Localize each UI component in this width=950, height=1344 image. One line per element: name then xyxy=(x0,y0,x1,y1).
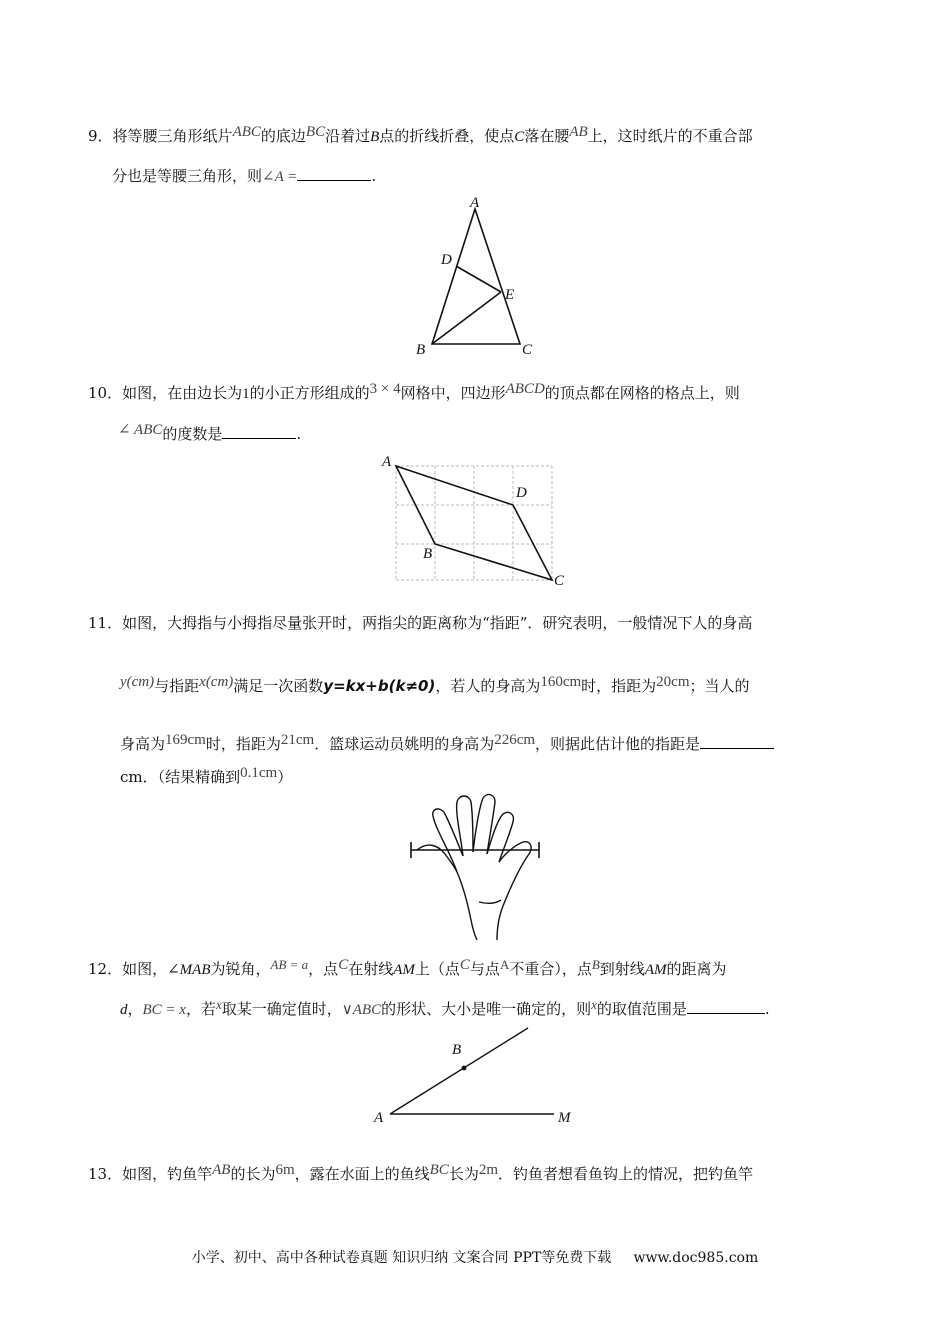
q11-text: ，若人的身高为 xyxy=(435,677,541,695)
q11-number: 11． xyxy=(88,614,123,632)
q9-text: 点的折线折叠，使点 xyxy=(379,127,515,145)
q10-label-c: C xyxy=(554,573,565,589)
q9-label-b: B xyxy=(416,342,426,358)
q11-text: 如图，大拇指与小拇指尽量张开时，两指尖的距离称为“指距”．研究表明，一般情况下人的身高 xyxy=(122,614,753,632)
q9-segment-be xyxy=(432,292,501,344)
q12-line-2 xyxy=(120,999,770,1018)
q13-text: 长为 xyxy=(448,1165,479,1183)
q12-bc-x: BC = x xyxy=(142,1002,186,1018)
q11-text: 时，指距为 xyxy=(581,677,657,695)
q12-text: ，点 xyxy=(308,960,339,978)
q9-text: 上，这时纸片的不重合部 xyxy=(587,127,753,145)
q13-text: ．钓鱼者想看鱼钩上的情况，把钓鱼竿 xyxy=(498,1165,754,1183)
q12-text: 取某一确定值时， xyxy=(221,1000,342,1018)
q11-text: cm．（结果精确到 xyxy=(120,768,241,786)
q11-span-2: 21cm xyxy=(280,732,315,748)
q9-label-e: E xyxy=(505,287,515,303)
q10-text: 网格中，四边形 xyxy=(400,384,506,402)
q9-bc: BC xyxy=(305,124,326,140)
q10-answer-blank[interactable] xyxy=(222,424,296,439)
q9-text: . xyxy=(371,167,377,185)
q11-text: ；当人的 xyxy=(689,677,750,695)
q11-height-1: 160cm xyxy=(540,674,582,690)
q9-c: C xyxy=(514,129,525,145)
q11-text: 身高为 xyxy=(120,735,166,753)
q13-line-1 xyxy=(88,1162,754,1183)
q10-label-b: B xyxy=(423,546,433,562)
q11-precision: 0.1cm xyxy=(240,765,278,781)
q12-a: A xyxy=(499,957,510,972)
q13-number: 13． xyxy=(88,1165,123,1183)
q12-number: 12． xyxy=(88,960,123,978)
q13-text: ，露在水面上的鱼线 xyxy=(294,1165,430,1183)
q10-grid xyxy=(396,466,552,580)
hand-icon xyxy=(417,795,531,940)
q12-text: 的形状、大小是唯一确定的，则 xyxy=(381,1000,592,1018)
footer-site[interactable]: www.doc985.com xyxy=(633,1250,759,1266)
q12-text: ， xyxy=(127,1000,143,1018)
q12-d: d xyxy=(120,1002,128,1018)
q9-text: 将等腰三角形纸片 xyxy=(112,127,233,145)
q12-ray-ab xyxy=(390,1028,528,1114)
q12-text: 的距离为 xyxy=(666,960,727,978)
q12-answer-blank[interactable] xyxy=(687,999,765,1014)
q10-grid-size: 3 × 4 xyxy=(369,381,401,397)
q12-c-2: C xyxy=(459,957,470,973)
q9-ab: AB xyxy=(569,124,588,140)
q12-text: 如图， xyxy=(122,960,168,978)
q9-number: 9． xyxy=(88,127,113,145)
q10-number: 10． xyxy=(88,384,123,402)
q11-x-cm: x(cm) xyxy=(199,674,234,690)
q13-ab: AB xyxy=(212,1162,231,1178)
q9-text: 的底边 xyxy=(260,127,306,145)
q11-text: ．篮球运动员姚明的身高为 xyxy=(314,735,495,753)
q12-c: C xyxy=(338,957,349,973)
q9-b: B xyxy=(370,129,380,145)
q10-line-2 xyxy=(118,424,301,443)
q11-formula: y=kx+b(k≠0) xyxy=(323,677,436,695)
q12-x: x xyxy=(215,997,222,1012)
q12-text: 的取值范围是 xyxy=(596,1000,687,1018)
q12-am-2: AM xyxy=(644,962,667,978)
q11-text: ，则据此估计他的指距是 xyxy=(535,735,701,753)
q12-text: 到射线 xyxy=(599,960,645,978)
q12-label-m: M xyxy=(558,1110,571,1126)
q10-abcd: ABCD xyxy=(505,381,545,397)
q13-text: 的长为 xyxy=(230,1165,276,1183)
q9-triangle-abc xyxy=(432,209,520,344)
q9-text: 落在腰 xyxy=(524,127,570,145)
q12-point-b xyxy=(462,1066,467,1071)
q9-text: 沿着过 xyxy=(325,127,371,145)
q10-one: 1 xyxy=(242,386,250,402)
q12-line-1 xyxy=(88,957,727,978)
q12-text: 在射线 xyxy=(348,960,394,978)
q13-length-bc: 2m xyxy=(478,1162,498,1178)
q10-line-1 xyxy=(88,381,740,402)
q12-label-b: B xyxy=(452,1042,462,1058)
q11-text: 与指距 xyxy=(154,677,200,695)
q12-text: 不重合），点 xyxy=(509,960,592,978)
q11-span-1: 20cm xyxy=(656,674,690,690)
q10-text: 的顶点都在网格的格点上，则 xyxy=(544,384,740,402)
q9-abc: ABC xyxy=(232,124,261,140)
q11-line-2 xyxy=(120,674,750,695)
q11-text: 满足一次函数 xyxy=(233,677,324,695)
q11-hand-figure xyxy=(405,790,545,940)
q11-line-4 xyxy=(120,765,293,786)
q9-label-d: D xyxy=(441,252,452,268)
q10-label-a: A xyxy=(382,454,392,470)
q11-y-cm: y(cm) xyxy=(120,674,155,690)
q10-text: 如图，在由边长为 xyxy=(122,384,243,402)
q12-am: AM xyxy=(393,962,415,978)
q9-answer-blank[interactable] xyxy=(297,166,371,181)
q12-label-a: A xyxy=(374,1110,384,1126)
q10-grid-figure xyxy=(376,450,576,590)
q9-label-a: A xyxy=(470,195,480,211)
q12-text: 与点 xyxy=(469,960,500,978)
q12-x-2: x xyxy=(591,997,597,1012)
q12-triangle-abc: ∨ABC xyxy=(341,1002,382,1018)
q10-text: 的度数是 xyxy=(162,425,223,443)
q11-height-3: 226cm xyxy=(494,732,536,748)
q12-b: B xyxy=(591,957,600,972)
q11-text: ） xyxy=(277,768,293,786)
q12-text: . xyxy=(764,1000,770,1018)
q12-angle-mab: ∠MAB xyxy=(167,962,211,978)
q9-segment-de xyxy=(456,266,501,292)
q13-bc: BC xyxy=(429,1162,449,1178)
page-footer xyxy=(0,1247,950,1267)
q9-triangle-figure xyxy=(410,192,540,360)
q12-text: 为锐角， xyxy=(210,960,271,978)
q9-line-1 xyxy=(88,124,753,145)
footer-text: 小学、初中、高中各种试卷真题 知识归纳 文案合同 PPT等免费下载 xyxy=(191,1250,612,1266)
q10-text: . xyxy=(296,425,302,443)
q11-height-2: 169cm xyxy=(165,732,206,748)
q12-text: 上（点 xyxy=(414,960,460,978)
q11-line-1 xyxy=(88,616,752,631)
q11-text: 时，指距为 xyxy=(205,735,281,753)
q12-ab-a: AB = a xyxy=(270,957,309,972)
q12-text: ，若 xyxy=(185,1000,216,1018)
q9-text: 分也是等腰三角形，则 xyxy=(112,167,263,185)
q9-label-c: C xyxy=(522,342,533,358)
q9-line-2 xyxy=(112,166,376,185)
q11-line-3 xyxy=(120,734,774,753)
q13-text: 如图，钓鱼竿 xyxy=(122,1165,213,1183)
q9-angle-a: ∠A = xyxy=(262,169,298,185)
q10-label-d: D xyxy=(516,485,527,501)
q13-length-ab: 6m xyxy=(275,1162,295,1178)
q12-ray-figure xyxy=(370,1024,590,1130)
q11-answer-blank[interactable] xyxy=(700,734,774,749)
q10-angle-abc: ∠ ABC xyxy=(118,422,163,438)
q10-text: 的小正方形组成的 xyxy=(249,384,370,402)
